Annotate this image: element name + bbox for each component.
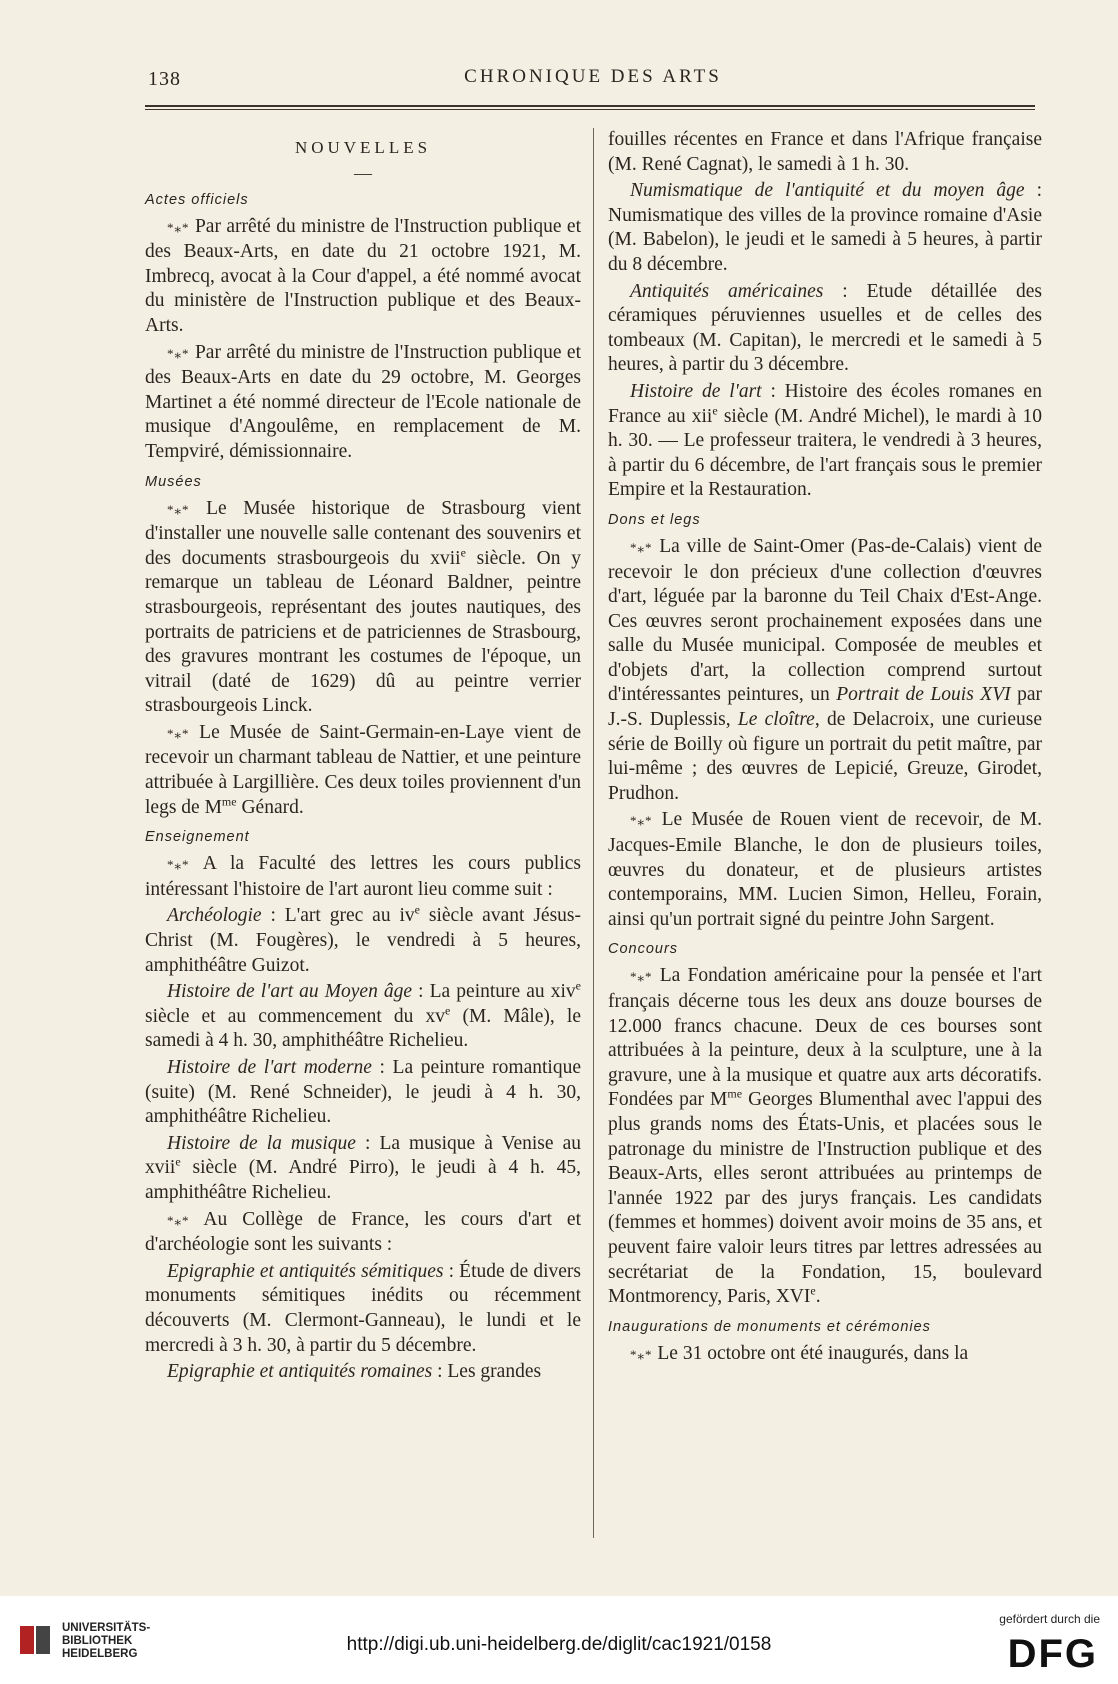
- paragraph: Epigraphie et antiquités sémitiques : Étude de divers monuments sémitiques inédits ou récemment découverts (M. Clermont-Ganneau), le lundi et le mercredi à 3 h. 30, à partir du 5 décembre.: [145, 1260, 581, 1356]
- asterism: *⁎*: [167, 725, 190, 741]
- paragraph: Epigraphie et antiquités romaines : Les grandes: [167, 1361, 542, 1383]
- asterism: *⁎*: [630, 1346, 653, 1362]
- category-heading: Inaugurations de monuments et cérémonies: [608, 1318, 931, 1335]
- paragraph: *⁎* Le Musée historique de Strasbourg vient d'installer une nouvelle salle contenant des souvenirs et des documents strasbourgeois du xvii$^e$ siècle. On y remarque un tableau de Léonard Baldner, peintre strasbourgeois, représentant des joutes nautiques, des portraits de patriciens et de patriciennes de Strasbourg, des gravures montrant les costumes de l'époque, un vitrail (daté de 1629) dû au peintre verrier strasbourgeois Linck.: [145, 497, 581, 717]
- library-name: UNIVERSITÄTS- BIBLIOTHEK HEIDELBERG: [62, 1622, 151, 1660]
- running-title: CHRONIQUE DES ARTS: [464, 66, 722, 87]
- paragraph: Histoire de l'art moderne : La peinture romantique (suite) (M. René Schneider), le jeudi à 4 h. 30, amphithéâtre Richelieu.: [145, 1057, 581, 1128]
- dfg-logo: DFG: [1007, 1632, 1098, 1676]
- asterism: *⁎*: [630, 813, 653, 829]
- paragraph: *⁎* Par arrêté du ministre de l'Instruction publique et des Beaux-Arts, en date du 21 octobre 1921, M. Imbrecq, avocat à la Cour d'appel, a été nommé avocat du ministère de l'Instruction publique et des Beaux-Arts.: [145, 215, 582, 336]
- paragraph: *⁎* Au Collège de France, les cours d'art et d'archéologie sont les suivants :: [145, 1208, 581, 1256]
- section-title: NOUVELLES: [294, 138, 432, 157]
- page-header: [148, 66, 1038, 94]
- paragraph: Histoire de la musique : La musique à Venise au xvii$^e$ siècle (M. André Pirro), le jeudi à 4 h. 45, amphithéâtre Richelieu.: [145, 1132, 581, 1203]
- column-divider: [593, 128, 594, 1538]
- paragraph: *⁎* Le Musée de Saint-Germain-en-Laye vient de recevoir un charmant tableau de Nattier, et une peinture attribuée à Largillière. Ces deux toiles proviennent d'un legs de $M^{me}$ Génard.: [145, 721, 581, 818]
- paragraph: *⁎* Le 31 octobre ont été inaugurés, dans la: [630, 1342, 969, 1364]
- right-column: [608, 128, 1042, 1369]
- paragraph: Histoire de l'art au Moyen âge : La peinture au xiv$^e$ siècle et au commencement du $xv^e$ (M. Mâle), le samedi à 4 h. 30, amphithéâtre Richelieu.: [145, 978, 581, 1052]
- category-heading: Enseignement: [145, 829, 250, 846]
- category-heading: Concours: [608, 941, 679, 958]
- permalink-url[interactable]: http://digi.ub.uni-heidelberg.de/diglit/cac1921/0158: [346, 1634, 772, 1655]
- viewer-footer: [0, 1596, 1118, 1684]
- category-heading: Musées: [145, 473, 202, 490]
- paragraph: *⁎* La Fondation américaine pour la pensée et l'art français décerne tous les deux ans douze bourses de 12.000 francs chacune. Deux de ces bourses sont attribuées à la peinture, deux à la sculpture, une à la gravure, une à la musique et quatre aux arts décoratifs. Fondées par $M^{me}$ Georges Blumenthal avec l'appui des plus grands noms des États-Unis, et placées sous le patronage du ministre de l'Instruction publique et des Beaux-Arts, elles seront attribuées au printemps de l'année 1922 par des jurys français. Les candidats (femmes et hommes) doivent avoir moins de 35 ans, et peuvent faire valoir leurs titres par lettres adressées au secrétariat de la Fondation, 15, boulevard Montmorency, Paris, XVIe.: [608, 965, 1043, 1308]
- asterism: *⁎*: [167, 219, 190, 235]
- asterism: *⁎*: [167, 1212, 190, 1228]
- asterism: *⁎*: [630, 539, 653, 555]
- header-rule: [145, 105, 1035, 107]
- asterism: *⁎*: [630, 969, 653, 985]
- paragraph: *⁎* Le Musée de Rouen vient de recevoir, de M. Jacques-Emile Blanche, le don de plusieurs toiles, œuvres du donateur, et de plusieurs artistes contemporains, MM. Lucien Simon, Helleu, Forain, ainsi qu'un portrait signé du peintre John Sargent.: [608, 809, 1042, 930]
- paragraph: *⁎* La ville de Saint-Omer (Pas-de-Calais) vient de recevoir le don précieux d'une collection d'œuvres d'art, léguée par la baronne du Teil Chaix d'Est-Ange. Ces œuvres seront prochainement exposées dans une salle du Musée municipal. Composée de meubles et d'objets d'art, la collection comprend surtout d'intéressantes peintures, un Portrait de Louis XVI par J.-S. Duplessis, Le cloître, de Delacroix, une curieuse série de Boilly où figure un portrait du petit maître, par lui-même ; des œuvres de Lepicié, Greuze, Girodet, Prudhon.: [608, 535, 1043, 804]
- paragraph: *⁎* Par arrêté du ministre de l'Instruction publique et des Beaux-Arts en date du 29 octobre, M. Georges Martinet a été nommé directeur de l'Ecole nationale de musique d'Angoulême, en remplacement de M. Tempviré, démissionnaire.: [145, 341, 582, 462]
- category-heading: Dons et legs: [608, 511, 701, 528]
- paragraph: *⁎* A la Faculté des lettres les cours publics intéressant l'histoire de l'art auront lieu comme suit :: [145, 853, 581, 900]
- paragraph: Archéologie : L'art grec au $iv^e$ siècle avant Jésus-Christ (M. Fougères), le vendredi à 5 heures, amphithéâtre Guizot.: [145, 902, 581, 976]
- section-dash: —: [354, 162, 372, 183]
- asterism: *⁎*: [167, 857, 190, 873]
- paragraph: Numismatique de l'antiquité et du moyen âge : Numismatique des villes de la province romaine d'Asie (M. Babelon), le jeudi et le samedi à 5 heures, à partir du 8 décembre.: [608, 180, 1043, 275]
- page-number: 138: [148, 68, 181, 90]
- left-column: [145, 128, 581, 1387]
- asterism: *⁎*: [167, 345, 190, 361]
- paragraph: Antiquités américaines : Etude détaillée des céramiques péruviennes usuelles et de celles des tombeaux (M. Capitan), le mercredi et le samedi à 5 heures, à partir du 3 décembre.: [608, 280, 1043, 376]
- category-heading: Actes officiels: [145, 191, 249, 208]
- asterism: *⁎*: [167, 501, 190, 517]
- paragraph: Histoire de l'art : Histoire des écoles romanes en France au xii$^e$ siècle (M. André Michel), le mardi à 10 h. 30. — Le professeur traitera, le vendredi à 3 heures, à partir du 6 décembre, de l'art français sous le premier Empire et la Restauration.: [608, 380, 1042, 501]
- paragraph: fouilles récentes en France et dans l'Afrique française (M. René Cagnat), le samedi à 1 h. 30.: [608, 129, 1042, 175]
- funding-note: gefördert durch die: [999, 1612, 1100, 1626]
- header-rule-thin: [145, 109, 1035, 110]
